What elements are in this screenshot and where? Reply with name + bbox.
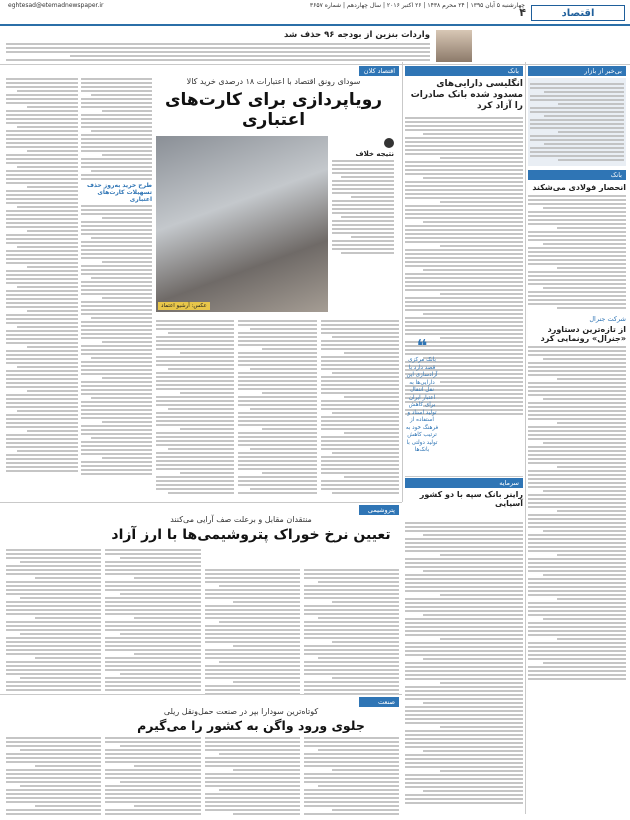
main-headline: رویاپردازی برای کارت‌های اعتباری (164, 90, 383, 130)
main-tag: اقتصاد کلان (359, 66, 399, 76)
bank-story2-title: راینر بانک سپه با دو کشور آسیایی (419, 490, 523, 508)
author-name: نتیجه خلاف (355, 150, 394, 158)
bank-story2-body (405, 520, 523, 815)
author-icon (384, 138, 394, 148)
main-kicker: سودای رونق اقتصاد با اعتبارات ۱۸ درصدی خرید کالا (186, 77, 361, 86)
columnist-photo (436, 30, 472, 62)
bank-column (405, 66, 523, 506)
header-rule (0, 24, 630, 26)
left-subhead: طرح خرید به‌روز حذف تسهیلات کارت‌های اعتباری (86, 182, 152, 203)
photo-caption: عکس: آرشیو اعتماد (158, 302, 210, 310)
date-line: چهارشنبه ۵ آبان ۱۳۹۵ | ۲۴ محرم ۱۴۳۸ | ۲۶ اکتبر ۲۰۱۶ | سال چهاردهم | شماره ۳۶۵۷ (309, 2, 525, 9)
bank-tag: بانک (405, 66, 523, 76)
page-number: ۴ (519, 6, 526, 19)
right-column (528, 66, 626, 816)
main-body (156, 318, 399, 498)
pull-quote-text: بانک مرکزی قصد دارد با آزادسازی این دارایی‌ها به نقل انتقال اعتبار ایران برای کاهش تولید اسناد و استفاده از فرهنگ خود به ترتیب کاهش تولید دولتی با بانک‌ها (405, 357, 439, 453)
second-tag: پتروشیمی (359, 505, 399, 515)
third-headline: جلوی ورود واگن به کشور را می‌گیرم (137, 718, 365, 733)
bank-headline: انگلیسی دارایی‌های مسدود شده بانک صادرات را آزاد کرد (410, 79, 523, 111)
main-story (6, 66, 399, 498)
quote-icon: ❝ (416, 336, 428, 357)
email-address: eghtesad@etemadnewspaper.ir (8, 2, 104, 9)
third-kicker: کوتاه‌ترین سودارا بپر در صنعت حمل‌ونقل ریلی (163, 707, 319, 716)
second-kicker: منتقدان مقابل و برعلت صف آرایی می‌کنند (170, 515, 312, 524)
right-story2-title: انحصار فولادی می‌شکند (532, 183, 626, 192)
third-story (6, 697, 399, 815)
third-tag: صنعت (359, 697, 399, 707)
bank-story2-tag: سرمایه (405, 478, 523, 488)
third-body (6, 735, 399, 815)
right-column-tag: بی‌خبر از بازار (528, 66, 626, 76)
section-label: اقتصاد (531, 5, 625, 21)
right-story3-kicker: شرکت جنرال (589, 315, 626, 323)
right-story3-title: از تازه‌ترین دستاورد «جنرال» رونمایی کرد (540, 325, 626, 343)
right-story2-tag: بانک (528, 170, 626, 180)
second-story (6, 505, 399, 693)
main-photo (156, 136, 328, 312)
second-body (6, 547, 399, 693)
author-box (332, 138, 394, 313)
lead-title: واردات بنزین از بودجه ۹۶ حذف شد (283, 30, 430, 40)
main-left-columns (6, 66, 152, 498)
second-headline: تعیین نرخ خوراک پتروشیمی‌ها با ارز آزاد (111, 527, 391, 543)
bank-story2 (405, 478, 523, 508)
